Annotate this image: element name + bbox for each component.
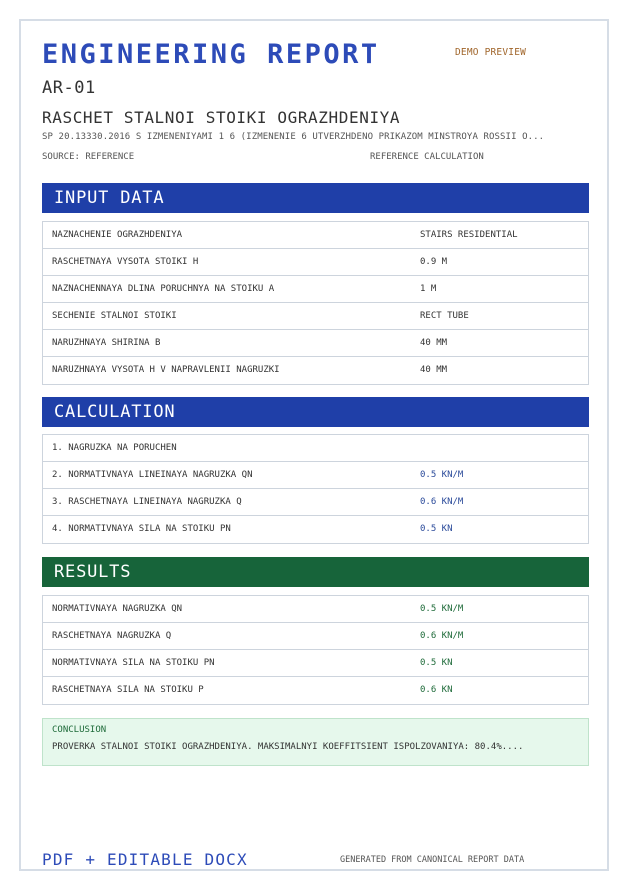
row-label: 4. NORMATIVNAYA SILA NA STOIKU PN [52,524,231,534]
conclusion-text: PROVERKA STALNOI STOIKI OGRAZHDENIYA. MAKSIMALNYI KOEFFITSIENT ISPOLZOVANIYA: 80.4%.... [52,742,524,752]
document-title: RASCHET STALNOI STOIKI OGRAZHDENIYA [42,108,401,127]
row-value: 40 MM [420,338,448,348]
table-row [43,516,588,543]
table-row [43,462,588,489]
row-value: 1 M [420,284,437,294]
report-heading: ENGINEERING REPORT [42,39,380,70]
calculation-heading: CALCULATION [42,397,589,427]
row-label: SECHENIE STALNOI STOIKI [52,311,177,321]
calculation-table [42,434,589,544]
row-value: RECT TUBE [420,311,469,321]
table-row [43,435,588,462]
conclusion-box [42,718,589,766]
input-data-table [42,221,589,385]
table-row [43,276,588,303]
demo-badge: DEMO PREVIEW [455,47,527,58]
row-value: 0.6 KN [420,685,453,695]
row-value: 0.6 KN/M [420,497,464,507]
norm-reference: SP 20.13330.2016 S IZMENENIYAMI 1 6 (IZMENENIE 6 UTVERZHDENO PRIKAZOM MINSTROYA ROSSII O... [42,132,545,142]
row-label: NORMATIVNAYA SILA NA STOIKU PN [52,658,215,668]
table-row [43,330,588,357]
results-table [42,595,589,705]
report-page [19,19,609,871]
table-row [43,357,588,384]
table-row [43,677,588,704]
source-label: SOURCE: REFERENCE [42,152,135,162]
table-row [43,489,588,516]
row-label: 3. RASCHETNAYA LINEINAYA NAGRUZKA Q [52,497,242,507]
row-value: 0.5 KN/M [420,604,464,614]
row-value: 0.5 KN [420,524,453,534]
row-label: 2. NORMATIVNAYA LINEINAYA NAGRUZKA QN [52,470,253,480]
row-label: NAZNACHENNAYA DLINA PORUCHNYA NA STOIKU A [52,284,275,294]
row-label: NORMATIVNAYA NAGRUZKA QN [52,604,183,614]
row-value: 0.5 KN/M [420,470,464,480]
table-row [43,623,588,650]
row-label: NARUZHNAYA VYSOTA H V NAPRAVLENII NAGRUZKI [52,365,280,375]
row-label: RASCHETNAYA NAGRUZKA Q [52,631,172,641]
document-code: AR-01 [42,78,96,98]
row-label: RASCHETNAYA SILA NA STOIKU P [52,685,204,695]
row-label: NARUZHNAYA SHIRINA B [52,338,161,348]
row-value: 0.5 KN [420,658,453,668]
conclusion-label: CONCLUSION [52,725,107,735]
table-row [43,303,588,330]
table-row [43,596,588,623]
row-label: 1. NAGRUZKA NA PORUCHEN [52,443,177,453]
results-heading: RESULTS [42,557,589,587]
row-value: STAIRS RESIDENTIAL [420,230,518,240]
generated-note: GENERATED FROM CANONICAL REPORT DATA [340,855,525,865]
row-value: 0.9 M [420,257,448,267]
row-label: NAZNACHENIE OGRAZHDENIYA [52,230,183,240]
row-value: 40 MM [420,365,448,375]
row-label: RASCHETNAYA VYSOTA STOIKI H [52,257,199,267]
row-value: 0.6 KN/M [420,631,464,641]
calculation-type: REFERENCE CALCULATION [370,152,484,162]
input-data-heading: INPUT DATA [42,183,589,213]
table-row [43,222,588,249]
export-formats: PDF + EDITABLE DOCX [42,850,248,869]
table-row [43,249,588,276]
table-row [43,650,588,677]
